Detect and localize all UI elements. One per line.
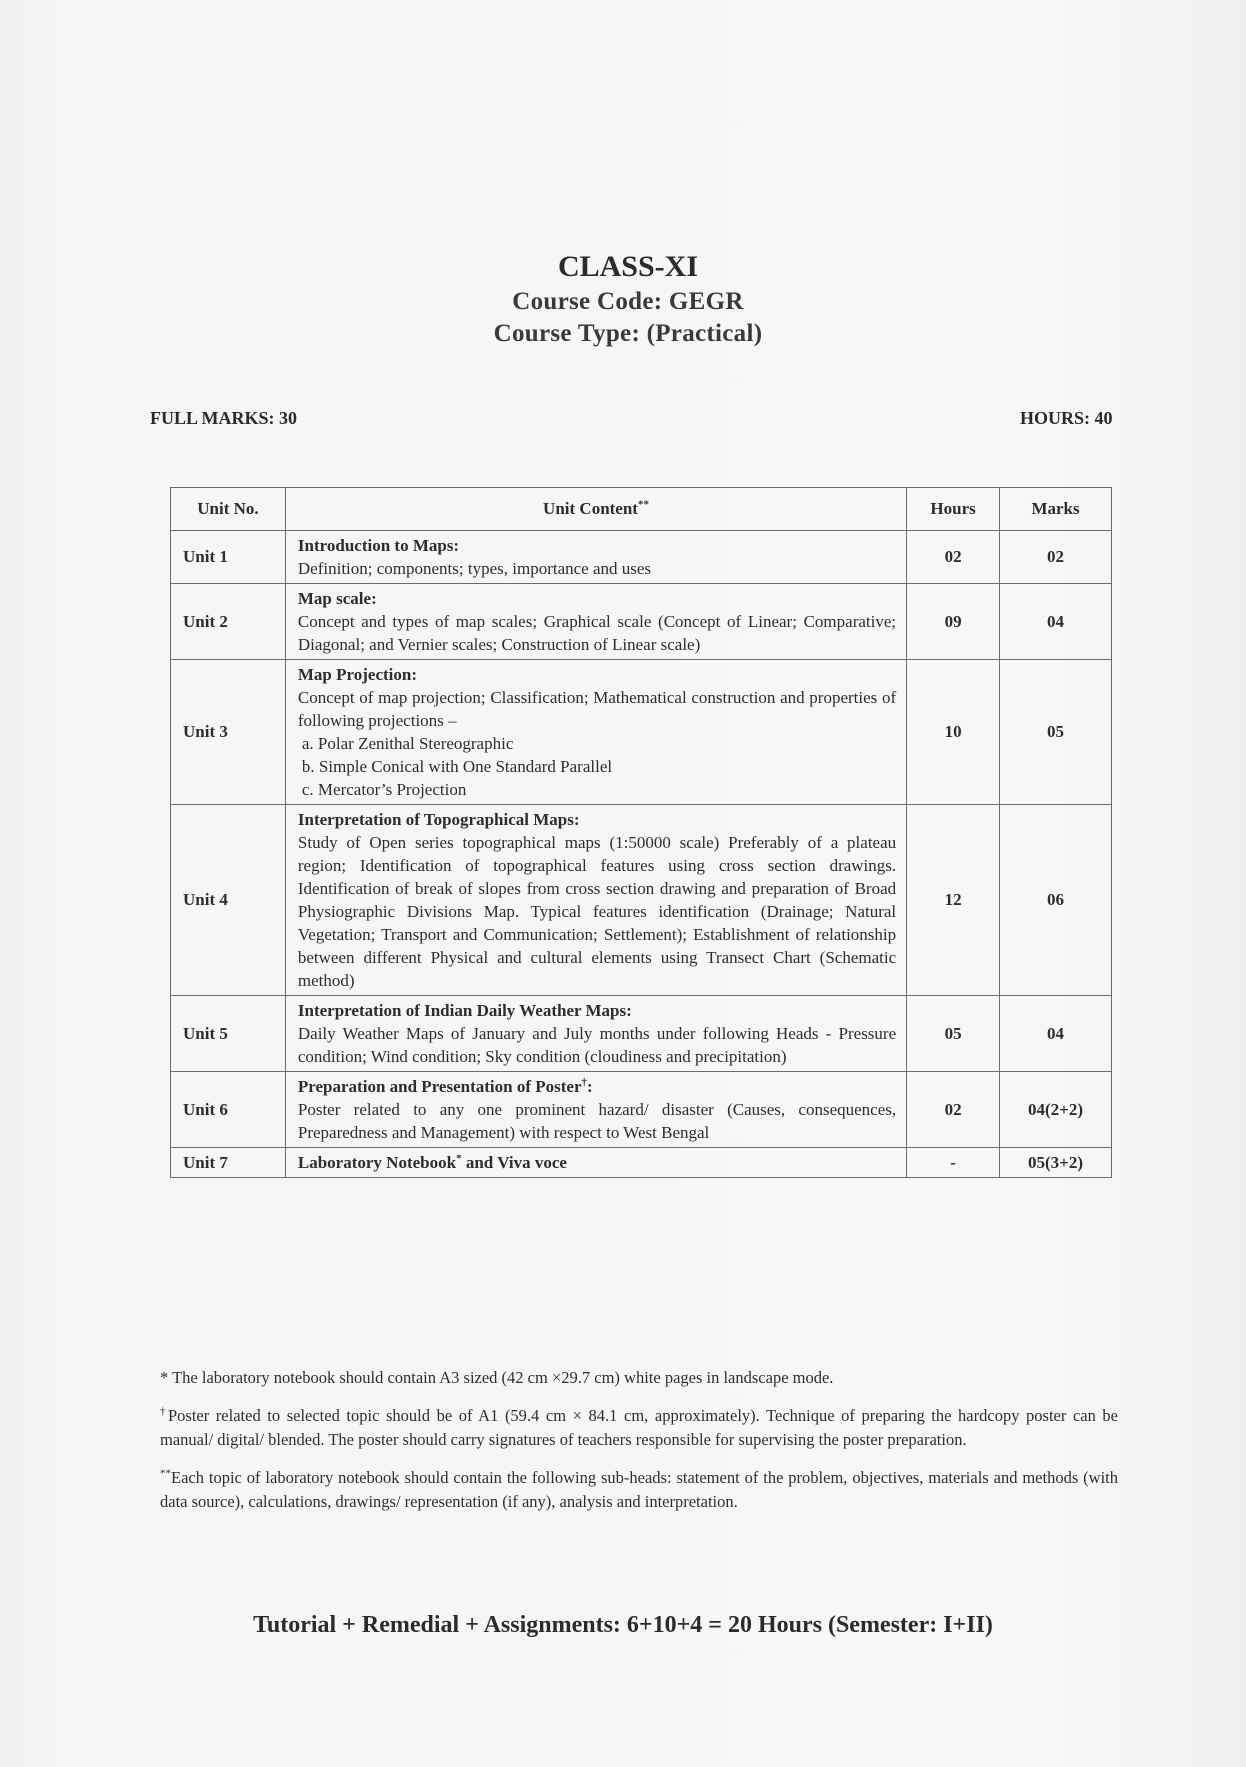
unit-content: [285, 531, 906, 584]
footnote-asterisk: [160, 1366, 1118, 1390]
unit-title-text: Laboratory Notebook: [297, 1153, 457, 1172]
unit-marks: 05(3+2): [1000, 1148, 1112, 1178]
unit-content: [285, 1072, 906, 1148]
footnote-dagger-symbol: †: [160, 1405, 168, 1418]
unit-title: Interpretation of Indian Daily Weather Maps:: [297, 1001, 632, 1020]
unit-marks: 06: [1000, 805, 1112, 996]
header-unit-no: Unit No.: [171, 488, 286, 531]
unit-hours: 02: [907, 1072, 1000, 1148]
dagger-mark: †: [581, 1076, 588, 1089]
unit-description: Concept of map projection; Classification; Mathematical construction and properties of following projections –: [297, 688, 897, 730]
unit-title: Introduction to Maps:: [297, 536, 460, 555]
unit-number: Unit 3: [171, 660, 286, 805]
table-row: [171, 1072, 1112, 1148]
document-header: [0, 250, 1246, 348]
footnotes: [160, 1366, 1118, 1528]
unit-hours: -: [907, 1148, 1000, 1178]
header-unit-content-mark: **: [637, 498, 649, 511]
full-marks: FULL MARKS: 30: [150, 408, 298, 428]
unit-title: Map Projection:: [297, 665, 418, 684]
unit-marks: 05: [1000, 660, 1112, 805]
unit-number: Unit 5: [171, 996, 286, 1072]
unit-description: Definition; components; types, importance and uses: [297, 559, 652, 578]
unit-number: Unit 4: [171, 805, 286, 996]
unit-title-text: Preparation and Presentation of Poster: [297, 1077, 582, 1096]
unit-content: [285, 805, 906, 996]
unit-marks: 04: [1000, 996, 1112, 1072]
unit-marks: 04: [1000, 584, 1112, 660]
course-code: Course Code: GEGR: [512, 288, 744, 315]
table-row: [171, 531, 1112, 584]
footnote-double-asterisk: [160, 1466, 1118, 1514]
projection-item: b. Simple Conical with One Standard Parallel: [301, 757, 613, 776]
unit-title-suffix: and Viva voce: [461, 1153, 567, 1172]
table-row: [171, 660, 1112, 805]
unit-description: Poster related to any one prominent hazard/ disaster (Causes, consequences, Preparedness and Management) with respect to West Bengal: [297, 1100, 897, 1142]
footnote-double-asterisk-text: Each topic of laboratory notebook should contain the following sub-heads: statement of the problem, objectives, materials and methods (with data source), calculations, drawings/ representation (if any), analysis and interpretation.: [160, 1468, 1118, 1511]
table-header-row: [171, 488, 1112, 531]
unit-hours: 02: [907, 531, 1000, 584]
units-table: [170, 487, 1112, 1178]
asterisk-mark: *: [456, 1152, 462, 1165]
unit-number: Unit 6: [171, 1072, 286, 1148]
unit-title: [298, 1151, 896, 1174]
unit-description: Daily Weather Maps of January and July months under following Heads - Pressure condition; Wind condition; Sky condition (cloudiness and precipitation): [297, 1024, 897, 1066]
unit-marks: 02: [1000, 531, 1112, 584]
course-type: Course Type: (Practical): [493, 320, 763, 347]
unit-hours: 05: [907, 996, 1000, 1072]
footnote-dagger-text: Poster related to selected topic should be of A1 (59.4 cm × 84.1 cm, approximately). Technique of preparing the hardcopy poster can be manual/ digital/ blended. The poster should carry signatures of teachers responsible for supervising the poster preparation.: [160, 1406, 1119, 1449]
unit-title: [298, 1075, 896, 1098]
unit-number: Unit 7: [171, 1148, 286, 1178]
table-row: [171, 996, 1112, 1072]
unit-number: Unit 2: [171, 584, 286, 660]
unit-hours: 10: [907, 660, 1000, 805]
unit-hours: 09: [907, 584, 1000, 660]
total-hours: HOURS: 40: [1020, 408, 1113, 428]
unit-description: Study of Open series topographical maps (1:50000 scale) Preferably of a plateau region; Identification of topographical features using cross section drawings. Identification of break of slopes from cross section drawing and preparation of Broad Physiographic Divisions Map. Typical features identification (Drainage; Natural Vegetation; Transport and Communication; Settlement); Establishment of relationship between different Physical and cultural elements using Transect Chart (Schematic method): [297, 833, 897, 990]
table-row: [171, 584, 1112, 660]
unit-title: Interpretation of Topographical Maps:: [297, 810, 580, 829]
unit-title-suffix: :: [587, 1077, 593, 1096]
footnote-dagger: [160, 1404, 1118, 1452]
unit-hours: 12: [907, 805, 1000, 996]
table-row: [171, 1148, 1112, 1178]
tutorial-summary: Tutorial + Remedial + Assignments: 6+10+4 = 20 Hours (Semester: I+II): [253, 1612, 993, 1638]
unit-description: Concept and types of map scales; Graphical scale (Concept of Linear; Comparative; Diagonal; and Vernier scales; Construction of Linear scale): [297, 612, 897, 654]
projection-item: c. Mercator’s Projection: [301, 780, 467, 799]
unit-title: Map scale:: [297, 589, 377, 608]
unit-content: [285, 1148, 906, 1178]
projection-item: a. Polar Zenithal Stereographic: [301, 734, 514, 753]
header-hours: Hours: [907, 488, 1000, 531]
unit-marks: 04(2+2): [1000, 1072, 1112, 1148]
header-marks: Marks: [1000, 488, 1112, 531]
unit-content: [285, 660, 906, 805]
footnote-asterisk-text: The laboratory notebook should contain A3 sized (42 cm ×29.7 cm) white pages in landscape mode.: [168, 1368, 834, 1387]
footnote-double-asterisk-symbol: **: [160, 1467, 171, 1480]
class-title: CLASS-XI: [557, 250, 699, 283]
unit-content: [285, 996, 906, 1072]
unit-number: Unit 1: [171, 531, 286, 584]
footnote-asterisk-symbol: *: [160, 1368, 169, 1387]
header-unit-content: [285, 488, 906, 531]
header-unit-content-label: Unit Content: [543, 499, 638, 518]
table-row: [171, 805, 1112, 996]
unit-content: [285, 584, 906, 660]
